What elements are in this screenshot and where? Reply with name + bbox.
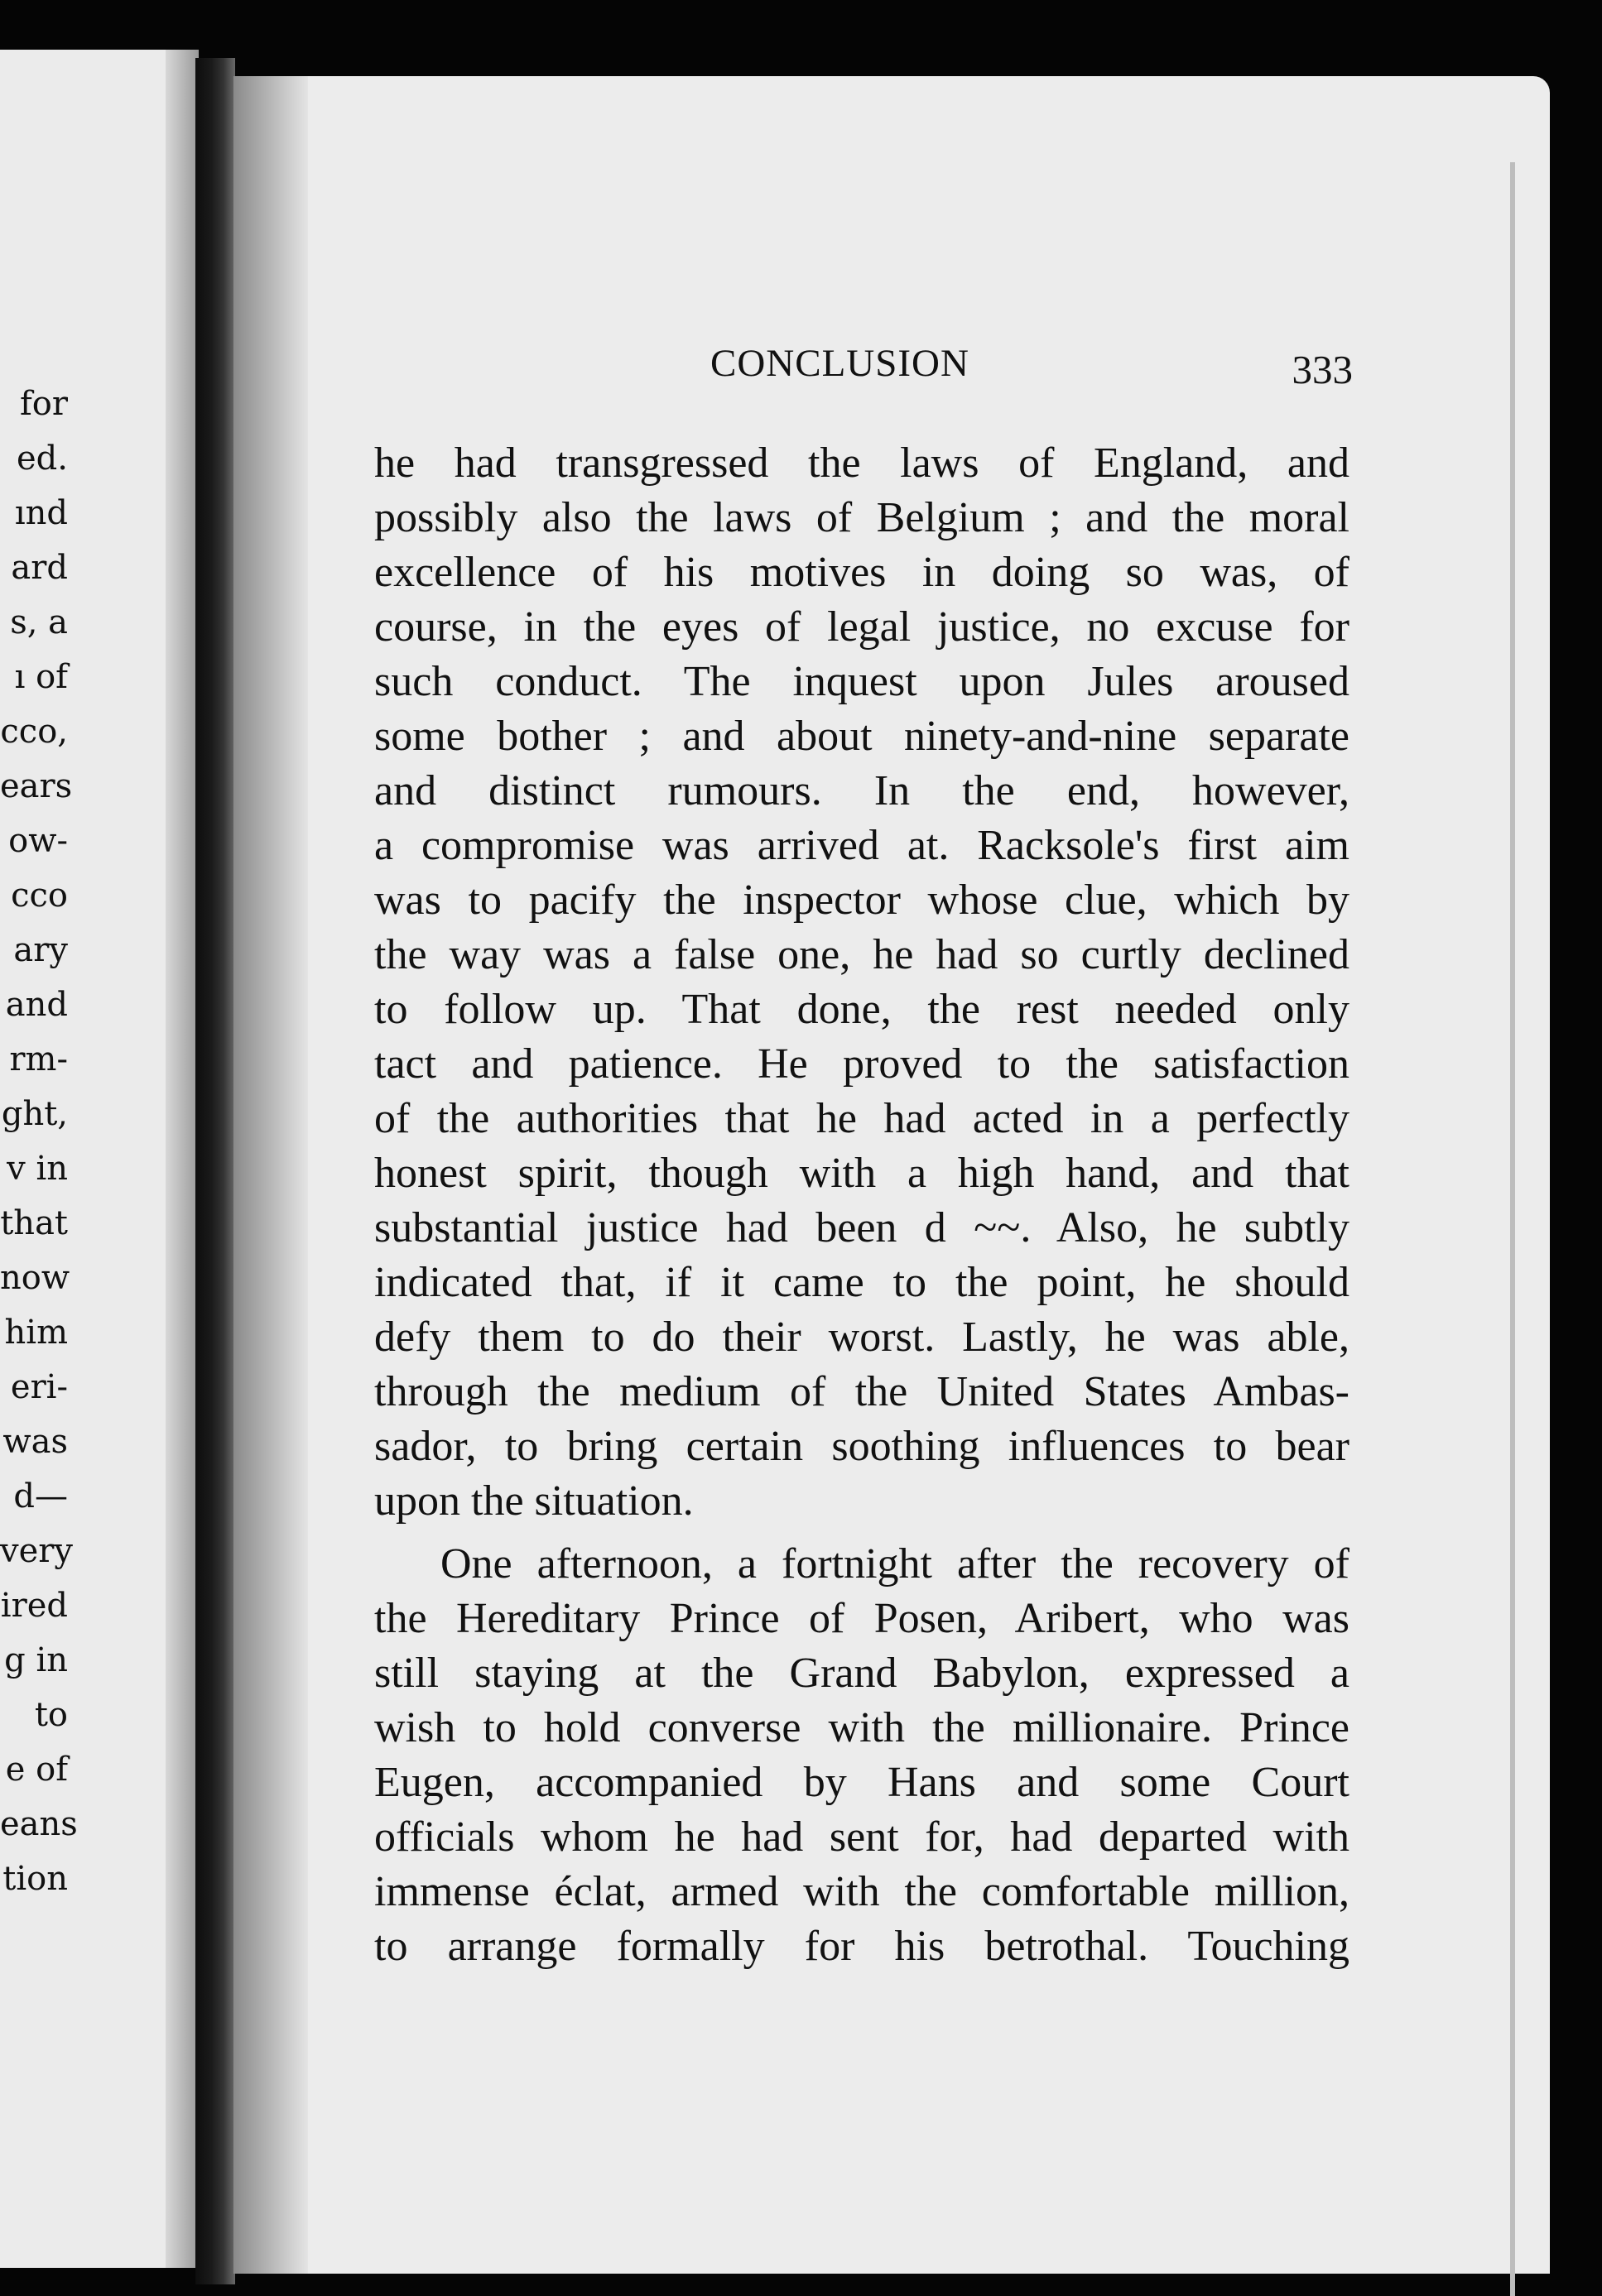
left-line-end: ght, xyxy=(1,1095,68,1133)
running-head: CONCLUSION xyxy=(710,342,969,385)
left-line-end: ınd xyxy=(14,494,68,532)
text-line: Eugen, accompanied by Hans and some Court xyxy=(374,1759,1349,1806)
text-line: honest spirit, though with a high hand, and that xyxy=(374,1150,1349,1197)
paragraph-gap xyxy=(374,1529,1349,1537)
text-line: the way was a false one, he had so curtly declined xyxy=(374,931,1349,978)
text-line: a compromise was arrived at. Racksole's first aim xyxy=(374,822,1349,869)
left-page-line-ends xyxy=(0,377,78,1906)
left-line-end: e of xyxy=(5,1751,68,1789)
left-line-end: to xyxy=(34,1696,68,1734)
text-line: of the authorities that he had acted in a perfectly xyxy=(374,1095,1349,1142)
page-curl-shadow xyxy=(233,76,308,2274)
text-line: he had transgressed the laws of England, and xyxy=(374,440,1349,487)
text-line: excellence of his motives in doing so was, of xyxy=(374,549,1349,596)
right-page xyxy=(233,76,1550,2274)
text-line: still staying at the Grand Babylon, expressed a xyxy=(374,1650,1349,1697)
left-line-end: ired xyxy=(0,1587,68,1625)
text-line: to arrange formally for his betrothal. Touching xyxy=(374,1923,1349,1970)
text-line: possibly also the laws of Belgium ; and the moral xyxy=(374,494,1349,541)
left-line-end: that xyxy=(0,1204,68,1242)
left-line-end: tion xyxy=(2,1860,68,1898)
left-page-fragment xyxy=(0,50,199,2268)
page-edge-line xyxy=(1510,162,1515,2296)
text-line: to follow up. That done, the rest needed only xyxy=(374,986,1349,1033)
text-line: through the medium of the United States Ambas- xyxy=(374,1368,1349,1415)
left-line-end: ı of xyxy=(14,658,68,696)
left-line-end: cco xyxy=(11,877,68,915)
left-line-end: eri- xyxy=(10,1368,68,1406)
left-line-end: him xyxy=(4,1314,68,1352)
left-line-end: now xyxy=(0,1259,70,1297)
left-line-end: for xyxy=(19,385,68,423)
text-line: upon the situation. xyxy=(374,1477,694,1525)
text-line: some bother ; and about ninety-and-nine separate xyxy=(374,713,1349,760)
body-text xyxy=(374,436,1349,1974)
text-line: defy them to do their worst. Lastly, he was able, xyxy=(374,1314,1349,1361)
text-line: course, in the eyes of legal justice, no excuse for xyxy=(374,603,1349,651)
left-line-end: was xyxy=(2,1423,68,1461)
left-line-end: cco, xyxy=(0,713,68,751)
page-number: 333 xyxy=(1292,347,1353,392)
left-line-end: v in xyxy=(7,1150,68,1188)
text-line: the Hereditary Prince of Posen, Aribert, who was xyxy=(374,1595,1349,1642)
left-line-end: very xyxy=(0,1532,73,1570)
text-line: One afternoon, a fortnight after the recovery of xyxy=(440,1540,1349,1588)
text-line: tact and patience. He proved to the satisfaction xyxy=(374,1040,1349,1088)
paragraph-2 xyxy=(374,1537,1349,1974)
text-line: officials whom he had sent for, had departed with xyxy=(374,1813,1349,1861)
text-line: immense éclat, armed with the comfortable million, xyxy=(374,1868,1349,1915)
left-line-end: rm- xyxy=(9,1040,68,1078)
text-line: was to pacify the inspector whose clue, which by xyxy=(374,877,1349,924)
book-binding-gutter xyxy=(195,58,235,2284)
left-line-end: g in xyxy=(4,1641,68,1679)
left-page-shadow xyxy=(166,50,199,2268)
left-line-end: ed. xyxy=(17,440,68,478)
paragraph-1 xyxy=(374,436,1349,1529)
left-line-end: ary xyxy=(13,931,68,969)
left-line-end: eans xyxy=(0,1805,78,1843)
text-line: substantial justice had been d ~~. Also, he subtly xyxy=(374,1204,1349,1251)
left-line-end: ard xyxy=(11,549,68,587)
text-line: such conduct. The inquest upon Jules aroused xyxy=(374,658,1349,705)
text-line: wish to hold converse with the millionaire. Prince xyxy=(374,1704,1349,1751)
left-line-end: and xyxy=(5,986,68,1024)
text-line: indicated that, if it came to the point, he should xyxy=(374,1259,1349,1306)
left-line-end: s, a xyxy=(10,603,68,641)
text-line: sador, to bring certain soothing influences to bear xyxy=(374,1423,1349,1470)
left-line-end: ow- xyxy=(8,822,68,860)
left-line-end: ears xyxy=(0,767,73,805)
left-line-end: d— xyxy=(13,1477,68,1515)
text-line: and distinct rumours. In the end, however, xyxy=(374,767,1349,814)
